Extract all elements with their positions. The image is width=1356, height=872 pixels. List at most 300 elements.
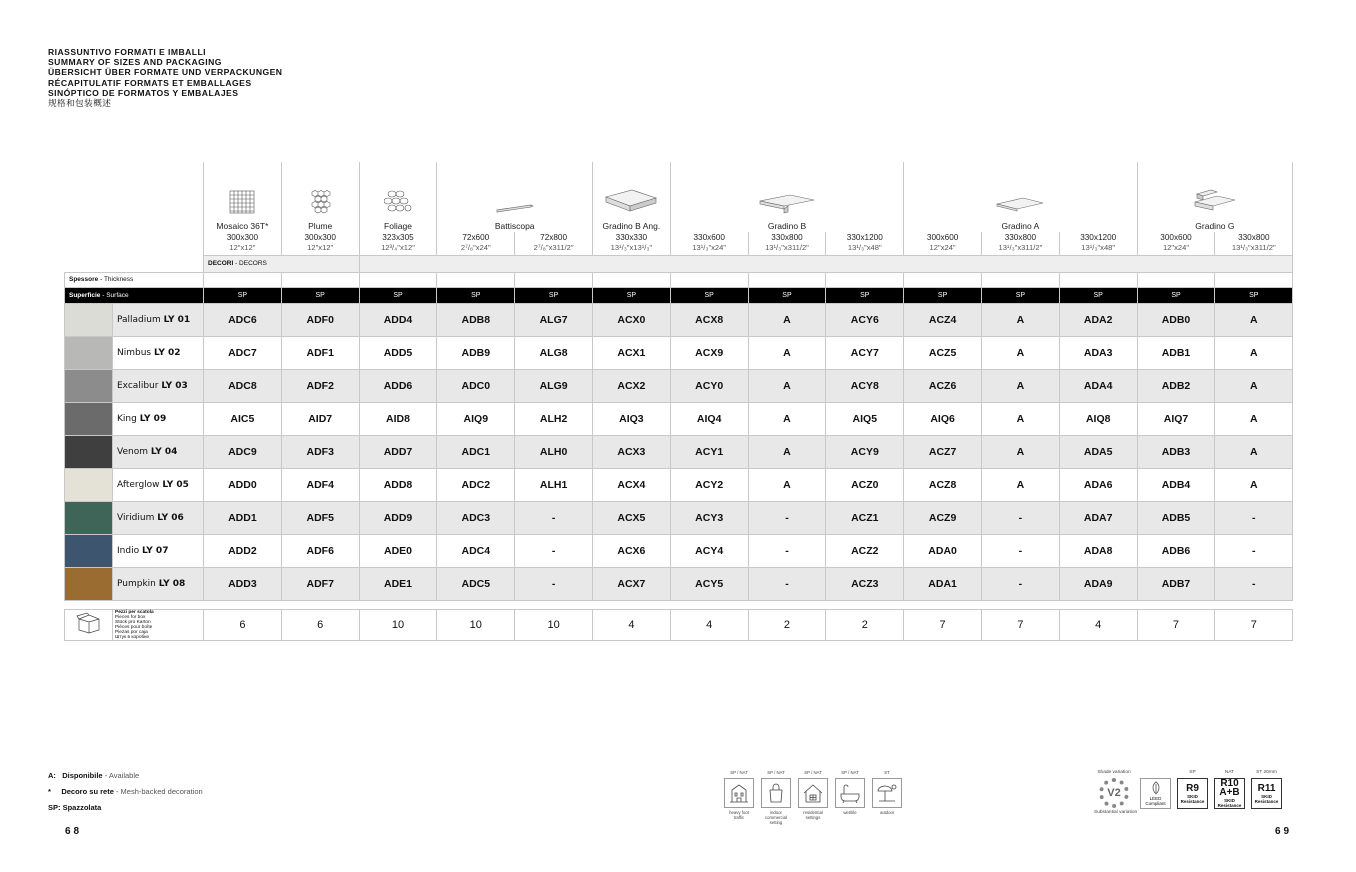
shade-variation-icon: V2 bbox=[1099, 778, 1129, 808]
article-code: ACY3 bbox=[670, 501, 748, 534]
article-code: ADD8 bbox=[359, 468, 437, 501]
article-code: A bbox=[982, 369, 1060, 402]
group-battiscopa: Battiscopa bbox=[437, 219, 593, 232]
color-name bbox=[113, 303, 204, 336]
pieces-value: 10 bbox=[437, 609, 515, 640]
surface-cell: SP bbox=[670, 287, 748, 303]
article-code: ALH1 bbox=[515, 468, 593, 501]
thickness-cell bbox=[670, 272, 748, 287]
swatch-fill bbox=[65, 568, 112, 600]
thickness-cell bbox=[826, 272, 904, 287]
size-mm: 323x305 bbox=[359, 232, 437, 243]
thickness-cell bbox=[1215, 272, 1293, 287]
swatch-fill bbox=[65, 370, 112, 402]
pieces-value: 10 bbox=[359, 609, 437, 640]
article-code: ADC8 bbox=[204, 369, 282, 402]
article-code: - bbox=[982, 567, 1060, 600]
table-row bbox=[65, 336, 1293, 369]
article-code: ACZ6 bbox=[904, 369, 982, 402]
shopping-bag-icon bbox=[761, 778, 791, 808]
article-code: ADD0 bbox=[204, 468, 282, 501]
use-indoor-commercial: SP / NAT indoor commercial setting bbox=[761, 770, 791, 825]
article-code: A bbox=[982, 435, 1060, 468]
page-number-left: 68 bbox=[65, 826, 83, 837]
table-row bbox=[65, 534, 1293, 567]
thickness-cell bbox=[982, 272, 1060, 287]
thickness-cell bbox=[748, 272, 826, 287]
house-icon bbox=[798, 778, 828, 808]
color-name-text: Viridium bbox=[117, 512, 155, 523]
article-code: ADB8 bbox=[437, 303, 515, 336]
article-code: ACZ5 bbox=[904, 336, 982, 369]
article-code: ADE0 bbox=[359, 534, 437, 567]
color-name-text: King bbox=[117, 413, 137, 424]
article-code: ACY2 bbox=[670, 468, 748, 501]
surface-cell: SP bbox=[1137, 287, 1215, 303]
article-code: A bbox=[748, 336, 826, 369]
thickness-cell bbox=[437, 272, 515, 287]
swatch-fill bbox=[65, 337, 112, 369]
leed-badge: LEED Compliant bbox=[1140, 770, 1171, 809]
title-zh: 规格和包装概述 bbox=[48, 98, 112, 109]
size-inch: 13¹/₃"x311/2" bbox=[748, 243, 826, 255]
article-code: ADC4 bbox=[437, 534, 515, 567]
table-row bbox=[65, 501, 1293, 534]
article-code: A bbox=[1215, 402, 1293, 435]
article-code: ADD4 bbox=[359, 303, 437, 336]
article-code: ADF4 bbox=[281, 468, 359, 501]
swatch-fill bbox=[65, 535, 112, 567]
box-icon bbox=[65, 609, 113, 640]
surface-cell: SP bbox=[204, 287, 282, 303]
pieces-label-line: Pièces pour boîte bbox=[115, 624, 153, 630]
color-swatch bbox=[65, 369, 113, 402]
thickness-cell bbox=[1059, 272, 1137, 287]
article-code: AID7 bbox=[281, 402, 359, 435]
color-code: LY 02 bbox=[153, 347, 181, 358]
article-code: ALG7 bbox=[515, 303, 593, 336]
table-row bbox=[65, 435, 1293, 468]
color-name-text: Indio bbox=[117, 545, 140, 556]
color-name bbox=[113, 501, 204, 534]
article-code: AIQ6 bbox=[904, 402, 982, 435]
color-swatch bbox=[65, 303, 113, 336]
article-code: A bbox=[748, 369, 826, 402]
thickness-cell bbox=[515, 272, 593, 287]
color-swatch bbox=[65, 435, 113, 468]
article-code: A bbox=[1215, 435, 1293, 468]
article-code: ADC6 bbox=[204, 303, 282, 336]
size-inch: 12"x24" bbox=[1137, 243, 1215, 255]
article-code: ADA7 bbox=[1059, 501, 1137, 534]
size-inch: 12"x24" bbox=[904, 243, 982, 255]
thickness-cell bbox=[904, 272, 982, 287]
size-inch: 2⁷/₈"x311/2" bbox=[515, 243, 593, 255]
article-code: ADB0 bbox=[1137, 303, 1215, 336]
size-mm: 330x800 bbox=[748, 232, 826, 243]
color-name bbox=[113, 435, 204, 468]
article-code: ADD3 bbox=[204, 567, 282, 600]
article-code: ADF3 bbox=[281, 435, 359, 468]
badges bbox=[1094, 770, 1282, 815]
article-code: ADF7 bbox=[281, 567, 359, 600]
article-code: AIQ4 bbox=[670, 402, 748, 435]
size-mm: 72x600 bbox=[437, 232, 515, 243]
article-code: A bbox=[982, 468, 1060, 501]
article-code: ADD2 bbox=[204, 534, 282, 567]
surface-cell: SP bbox=[281, 287, 359, 303]
thickness-cell bbox=[281, 272, 359, 287]
swatch-fill bbox=[65, 436, 112, 468]
surface-cell: SP bbox=[1059, 287, 1137, 303]
article-code: - bbox=[982, 501, 1060, 534]
shade-variation-badge: Shade variation V2 Substantial variation bbox=[1094, 770, 1138, 815]
group-gradino-g: Gradino G bbox=[1137, 219, 1293, 232]
summary-titles bbox=[48, 47, 282, 108]
article-code: ACZ0 bbox=[826, 468, 904, 501]
color-code: LY 09 bbox=[139, 413, 167, 424]
table-row bbox=[65, 468, 1293, 501]
group-gradino-b: Gradino B bbox=[670, 219, 903, 232]
size-mm: 330x600 bbox=[670, 232, 748, 243]
article-code: - bbox=[1215, 534, 1293, 567]
mosaic-tile-icon bbox=[204, 162, 282, 219]
surface-cell: SP bbox=[748, 287, 826, 303]
article-code: ADD7 bbox=[359, 435, 437, 468]
size-mm: 300x300 bbox=[281, 232, 359, 243]
use-residential: SP / NAT residential settings bbox=[798, 770, 828, 825]
color-name bbox=[113, 534, 204, 567]
decori-label: DECORI - DECORS bbox=[204, 255, 360, 272]
step-a-icon bbox=[904, 162, 1137, 219]
article-code: ACX4 bbox=[592, 468, 670, 501]
article-code: ADF5 bbox=[281, 501, 359, 534]
size-inch: 13¹/₃"x311/2" bbox=[1215, 243, 1293, 255]
size-inch: 2⁷/₈"x24" bbox=[437, 243, 515, 255]
article-code: - bbox=[1215, 567, 1293, 600]
hexagon-tile-icon bbox=[281, 162, 359, 219]
page-number-right: 69 bbox=[1275, 826, 1293, 837]
color-name-text: Pumpkin bbox=[117, 578, 156, 589]
article-code: A bbox=[748, 468, 826, 501]
size-inch: 12"x12" bbox=[204, 243, 282, 255]
group-gradino-b-ang: Gradino B Ang. bbox=[592, 219, 670, 232]
article-code: ADC1 bbox=[437, 435, 515, 468]
article-code: ADA0 bbox=[904, 534, 982, 567]
surface-cell: SP bbox=[359, 287, 437, 303]
title-de: ÜBERSICHT ÜBER FORMATE UND VERPACKUNGEN bbox=[48, 67, 283, 78]
swatch-fill bbox=[65, 304, 112, 336]
surface-cell: SP bbox=[515, 287, 593, 303]
pieces-value: 7 bbox=[1137, 609, 1215, 640]
surface-cell: SP bbox=[826, 287, 904, 303]
pieces-value: 4 bbox=[670, 609, 748, 640]
sizes-table bbox=[64, 162, 1293, 641]
group-plume: Plume bbox=[281, 219, 359, 232]
size-mm: 300x600 bbox=[1137, 232, 1215, 243]
article-code: ALH0 bbox=[515, 435, 593, 468]
size-mm: 330x1200 bbox=[826, 232, 904, 243]
size-mm: 330x1200 bbox=[1059, 232, 1137, 243]
article-code: ADC9 bbox=[204, 435, 282, 468]
pieces-label bbox=[113, 609, 204, 640]
article-code: ADA4 bbox=[1059, 369, 1137, 402]
size-inch: 12³/₄"x12" bbox=[359, 243, 437, 255]
color-code: LY 03 bbox=[161, 380, 188, 391]
size-mm: 72x800 bbox=[515, 232, 593, 243]
article-code: ADC7 bbox=[204, 336, 282, 369]
legend-mesh: * Decoro su rete - Mesh-backed decoration bbox=[48, 787, 203, 796]
article-code: AIQ5 bbox=[826, 402, 904, 435]
color-name bbox=[113, 402, 204, 435]
article-code: ACY8 bbox=[826, 369, 904, 402]
color-name-text: Excalibur bbox=[117, 380, 159, 391]
article-code: ACZ3 bbox=[826, 567, 904, 600]
color-swatch bbox=[65, 468, 113, 501]
surface-cell: SP bbox=[437, 287, 515, 303]
article-code: ACX3 bbox=[592, 435, 670, 468]
skid-r10-badge: NAT R10 A+B SKID Resistance bbox=[1214, 770, 1245, 809]
article-code: ACZ8 bbox=[904, 468, 982, 501]
thickness-cell bbox=[204, 272, 282, 287]
thickness-cell bbox=[1137, 272, 1215, 287]
pieces-value: 6 bbox=[204, 609, 282, 640]
article-code: ADD5 bbox=[359, 336, 437, 369]
article-code: ACY1 bbox=[670, 435, 748, 468]
table-row bbox=[65, 567, 1293, 600]
group-mosaico: Mosaico 36T* bbox=[204, 219, 282, 232]
step-corner-icon bbox=[592, 162, 670, 219]
article-code: - bbox=[515, 534, 593, 567]
article-code: ADA3 bbox=[1059, 336, 1137, 369]
article-code: ACZ1 bbox=[826, 501, 904, 534]
pieces-value: 2 bbox=[748, 609, 826, 640]
size-mm: 330x330 bbox=[592, 232, 670, 243]
article-code: A bbox=[748, 402, 826, 435]
size-mm: 300x600 bbox=[904, 232, 982, 243]
building-icon bbox=[724, 778, 754, 808]
thickness-label: Spessore - Thickness bbox=[65, 272, 204, 287]
article-code: ADB2 bbox=[1137, 369, 1215, 402]
article-code: ACX6 bbox=[592, 534, 670, 567]
pieces-value: 7 bbox=[982, 609, 1060, 640]
skid-r9-badge: SP R9 SKID Resistance bbox=[1177, 770, 1208, 809]
article-code: AIQ3 bbox=[592, 402, 670, 435]
article-code: - bbox=[748, 567, 826, 600]
pieces-label-line: Штук в коробке bbox=[115, 634, 150, 640]
article-code: ACX8 bbox=[670, 303, 748, 336]
pieces-value: 4 bbox=[592, 609, 670, 640]
use-icons bbox=[724, 770, 902, 825]
surface-cell: SP bbox=[982, 287, 1060, 303]
pieces-value: 2 bbox=[826, 609, 904, 640]
skirting-icon bbox=[437, 162, 593, 219]
color-swatch bbox=[65, 402, 113, 435]
surface-cell: SP bbox=[592, 287, 670, 303]
legend bbox=[48, 768, 203, 816]
color-swatch bbox=[65, 336, 113, 369]
article-code: ACY6 bbox=[826, 303, 904, 336]
table-row bbox=[65, 369, 1293, 402]
article-code: ADD1 bbox=[204, 501, 282, 534]
article-code: ADF2 bbox=[281, 369, 359, 402]
article-code: AIQ7 bbox=[1137, 402, 1215, 435]
swatch-fill bbox=[65, 502, 112, 534]
table-row bbox=[65, 303, 1293, 336]
skid-r11-badge: ST 20mm R11 SKID Resistance bbox=[1251, 770, 1282, 809]
article-code: ACX7 bbox=[592, 567, 670, 600]
pieces-value: 10 bbox=[515, 609, 593, 640]
color-code: LY 05 bbox=[162, 479, 189, 490]
step-g-icon bbox=[1137, 162, 1293, 219]
article-code: ADC2 bbox=[437, 468, 515, 501]
bathtub-icon bbox=[835, 778, 865, 808]
pieces-row bbox=[65, 609, 1293, 640]
size-mm: 330x800 bbox=[982, 232, 1060, 243]
color-name bbox=[113, 567, 204, 600]
article-code: ALH2 bbox=[515, 402, 593, 435]
article-code: AID8 bbox=[359, 402, 437, 435]
size-mm: 300x300 bbox=[204, 232, 282, 243]
article-code: ADD6 bbox=[359, 369, 437, 402]
article-code: ADA6 bbox=[1059, 468, 1137, 501]
article-code: ADB3 bbox=[1137, 435, 1215, 468]
article-code: ACZ7 bbox=[904, 435, 982, 468]
article-code: ACZ4 bbox=[904, 303, 982, 336]
article-code: ACX2 bbox=[592, 369, 670, 402]
article-code: - bbox=[748, 534, 826, 567]
article-code: ADC0 bbox=[437, 369, 515, 402]
article-code: ADA1 bbox=[904, 567, 982, 600]
use-wet: SP / NAT wet/tile bbox=[835, 770, 865, 825]
step-b-icon bbox=[670, 162, 903, 219]
article-code: ACY9 bbox=[826, 435, 904, 468]
article-code: ACZ2 bbox=[826, 534, 904, 567]
color-code: LY 07 bbox=[141, 545, 169, 556]
article-code: A bbox=[982, 402, 1060, 435]
article-code: ADB7 bbox=[1137, 567, 1215, 600]
color-name bbox=[113, 369, 204, 402]
thickness-cell bbox=[592, 272, 670, 287]
thickness-cell bbox=[359, 272, 437, 287]
article-code: ADB1 bbox=[1137, 336, 1215, 369]
article-code: A bbox=[1215, 468, 1293, 501]
color-name-text: Nimbus bbox=[117, 347, 152, 358]
article-code: AIC5 bbox=[204, 402, 282, 435]
size-inch: 12"x12" bbox=[281, 243, 359, 255]
article-code: ACZ9 bbox=[904, 501, 982, 534]
article-code: ADB5 bbox=[1137, 501, 1215, 534]
article-code: ADD9 bbox=[359, 501, 437, 534]
article-code: ACX0 bbox=[592, 303, 670, 336]
size-inch: 13¹/₃"x48" bbox=[826, 243, 904, 255]
article-code: ADB9 bbox=[437, 336, 515, 369]
use-heavy-traffic: SP / NAT heavy foot traffic bbox=[724, 770, 754, 825]
color-code: LY 06 bbox=[157, 512, 184, 523]
pieces-label-line: Piezas por caja bbox=[115, 629, 148, 635]
size-inch: 13¹/₃"x311/2" bbox=[982, 243, 1060, 255]
article-code: ADB6 bbox=[1137, 534, 1215, 567]
size-inch: 13¹/₃"x13¹/₃" bbox=[592, 243, 670, 255]
use-outdoor: ST outdoor bbox=[872, 770, 902, 825]
color-name-text: Afterglow bbox=[117, 479, 160, 490]
title-it: RIASSUNTIVO FORMATI E IMBALLI bbox=[48, 47, 207, 57]
article-code: A bbox=[748, 303, 826, 336]
article-code: ADB4 bbox=[1137, 468, 1215, 501]
article-code: - bbox=[515, 567, 593, 600]
article-code: AIQ8 bbox=[1059, 402, 1137, 435]
size-inch: 13¹/₃"x24" bbox=[670, 243, 748, 255]
article-code: ADF0 bbox=[281, 303, 359, 336]
article-code: ACY5 bbox=[670, 567, 748, 600]
pieces-label-line: Pieces for box bbox=[115, 614, 146, 620]
article-code: ADC3 bbox=[437, 501, 515, 534]
article-code: ACX1 bbox=[592, 336, 670, 369]
swatch-fill bbox=[65, 469, 112, 501]
surface-label: Superficie - Surface bbox=[65, 287, 204, 303]
size-inch: 13¹/₃"x48" bbox=[1059, 243, 1137, 255]
leaf-tile-icon bbox=[359, 162, 437, 219]
pieces-value: 6 bbox=[281, 609, 359, 640]
article-code: ALG9 bbox=[515, 369, 593, 402]
article-code: ADA8 bbox=[1059, 534, 1137, 567]
article-code: - bbox=[748, 501, 826, 534]
color-swatch bbox=[65, 501, 113, 534]
color-swatch bbox=[65, 567, 113, 600]
color-code: LY 08 bbox=[158, 578, 186, 589]
article-code: A bbox=[748, 435, 826, 468]
article-code: ADA9 bbox=[1059, 567, 1137, 600]
color-name-text: Palladium bbox=[117, 314, 161, 325]
color-swatch bbox=[65, 534, 113, 567]
article-code: A bbox=[1215, 303, 1293, 336]
surface-cell: SP bbox=[904, 287, 982, 303]
pieces-value: 4 bbox=[1059, 609, 1137, 640]
article-code: ADA5 bbox=[1059, 435, 1137, 468]
article-code: AIQ9 bbox=[437, 402, 515, 435]
pieces-label-line: Pezzi per scatola bbox=[115, 609, 154, 615]
article-code: ADF1 bbox=[281, 336, 359, 369]
group-foliage: Foliage bbox=[359, 219, 437, 232]
article-code: - bbox=[982, 534, 1060, 567]
article-code: ACY0 bbox=[670, 369, 748, 402]
sun-umbrella-icon bbox=[872, 778, 902, 808]
swatch-fill bbox=[65, 403, 112, 435]
color-name bbox=[113, 468, 204, 501]
color-code: LY 04 bbox=[150, 446, 178, 457]
surface-cell: SP bbox=[1215, 287, 1293, 303]
legend-spazzolata: SP: Spazzolata bbox=[48, 803, 102, 812]
table-row bbox=[65, 402, 1293, 435]
color-code: LY 01 bbox=[163, 314, 191, 325]
pieces-label-line: Stück pro Karton bbox=[115, 619, 151, 625]
color-name bbox=[113, 336, 204, 369]
title-es: SINÓPTICO DE FORMATOS Y EMBALAJES bbox=[48, 87, 239, 98]
article-code: ADF6 bbox=[281, 534, 359, 567]
article-code: - bbox=[1215, 501, 1293, 534]
article-code: A bbox=[982, 336, 1060, 369]
title-fr: RÉCAPITULATIF FORMATS ET EMBALLAGES bbox=[48, 77, 252, 88]
article-code: - bbox=[515, 501, 593, 534]
article-code: ACY7 bbox=[826, 336, 904, 369]
article-code: ACX5 bbox=[592, 501, 670, 534]
article-code: ADC5 bbox=[437, 567, 515, 600]
article-code: ADA2 bbox=[1059, 303, 1137, 336]
article-code: ALG8 bbox=[515, 336, 593, 369]
pieces-value: 7 bbox=[904, 609, 982, 640]
article-code: A bbox=[982, 303, 1060, 336]
color-name-text: Venom bbox=[117, 446, 148, 457]
